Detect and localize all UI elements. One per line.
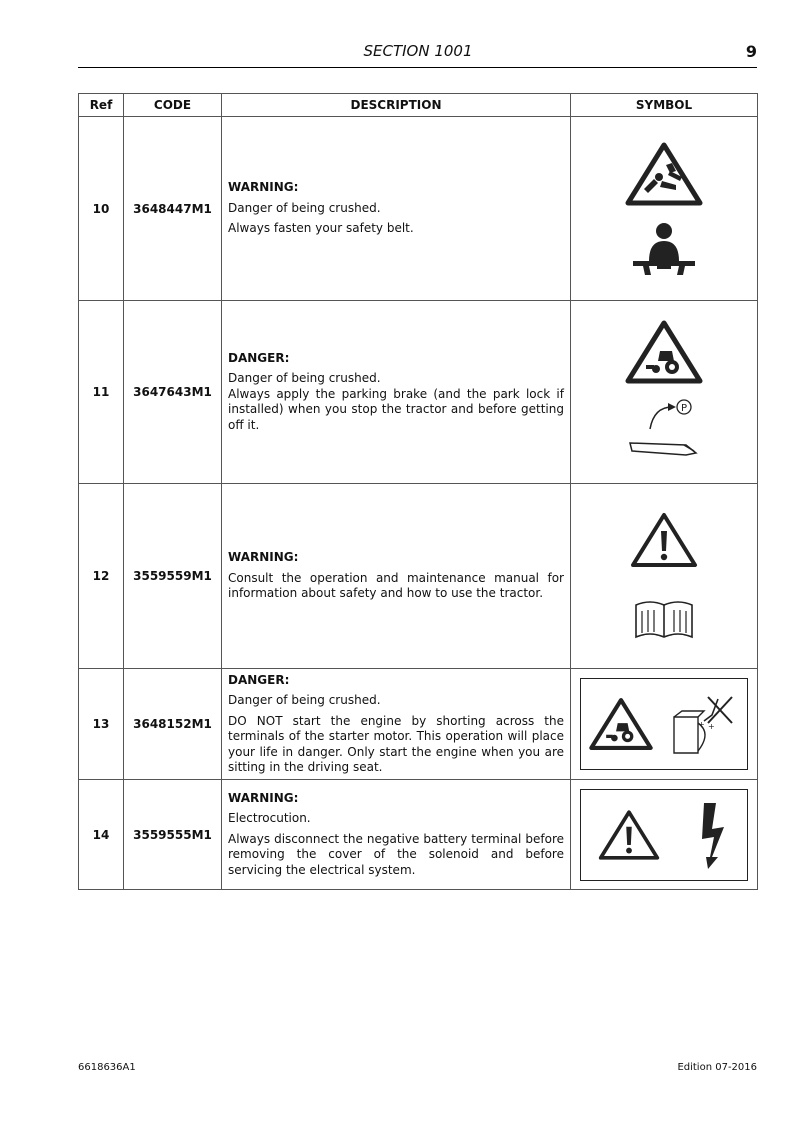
table-row — [79, 484, 758, 669]
description-line: Always disconnect the negative battery terminal before removing the cover of the solenoid and before servicing the electrical system. — [228, 831, 564, 877]
description-cell — [222, 301, 571, 484]
header-divider — [78, 67, 757, 68]
danger-keyword: DANGER: — [228, 672, 290, 687]
description-line: DO NOT start the engine by shorting across the terminals of the starter motor. This operation will place your life in danger. Only start the engine when you are sitting in the driving seat. — [228, 713, 564, 774]
ref-cell: 14 — [79, 780, 124, 890]
page-number: 9 — [745, 42, 757, 61]
ref-cell: 11 — [79, 301, 124, 484]
tractor-crush-icon — [588, 696, 654, 752]
column-header-code: CODE — [124, 94, 222, 117]
warning-exclamation-icon — [597, 808, 661, 862]
svg-text:P: P — [680, 403, 688, 414]
column-header-description: DESCRIPTION — [222, 94, 571, 117]
manual-book-icon — [632, 599, 696, 641]
description-line: Always apply the parking brake (and the park lock if installed) when you stop the tractor and before getting off it. — [228, 386, 564, 432]
description-line: Danger of being crushed. — [228, 693, 381, 707]
description-cell — [222, 669, 571, 780]
table-row — [79, 669, 758, 780]
starter-short-prohibited-icon — [668, 689, 740, 759]
parking-brake-icon — [624, 399, 704, 465]
warning-keyword: WARNING: — [228, 550, 299, 565]
symbol-cell — [571, 669, 758, 780]
safety-decal-table — [78, 93, 758, 890]
symbol-cell — [571, 484, 758, 669]
code-cell: 3648152M1 — [124, 669, 222, 780]
description-line: Danger of being crushed. — [228, 200, 381, 215]
tractor-crush-icon — [624, 319, 704, 385]
table-row — [79, 301, 758, 484]
ref-cell: 13 — [79, 669, 124, 780]
table-row — [79, 780, 758, 890]
description-cell — [222, 117, 571, 301]
code-cell: 3647643M1 — [124, 301, 222, 484]
warning-keyword: WARNING: — [228, 180, 299, 195]
edition-label: Edition 07-2016 — [677, 1062, 757, 1073]
warning-keyword: WARNING: — [228, 790, 299, 805]
table-row — [79, 117, 758, 301]
ref-cell: 12 — [79, 484, 124, 669]
column-header-symbol: SYMBOL — [571, 94, 758, 117]
seat-belt-icon — [629, 221, 699, 277]
decal-frame — [580, 789, 748, 881]
table-header-row — [79, 94, 758, 117]
ref-cell: 10 — [79, 117, 124, 301]
electric-bolt-icon — [692, 799, 732, 871]
code-cell: 3559559M1 — [124, 484, 222, 669]
description-cell — [222, 484, 571, 669]
svg-text:+: + — [698, 720, 705, 729]
danger-keyword: DANGER: — [228, 350, 290, 365]
description-line: Always fasten your safety belt. — [228, 221, 414, 236]
symbol-cell — [571, 301, 758, 484]
description-line: Danger of being crushed. — [228, 371, 381, 386]
code-cell: 3648447M1 — [124, 117, 222, 301]
svg-text:+: + — [708, 722, 715, 731]
document-number: 6618636A1 — [78, 1062, 136, 1073]
warning-exclamation-icon — [629, 511, 699, 569]
crush-warning-icon — [624, 141, 704, 207]
code-cell: 3559555M1 — [124, 780, 222, 890]
symbol-cell — [571, 780, 758, 890]
description-line: Consult the operation and maintenance manual for information about safety and how to use the tractor. — [228, 570, 564, 601]
decal-frame — [580, 678, 748, 770]
section-title: SECTION 1001 — [363, 42, 473, 60]
description-cell — [222, 780, 571, 890]
column-header-ref: Ref — [79, 94, 124, 117]
symbol-cell — [571, 117, 758, 301]
description-line: Electrocution. — [228, 811, 311, 826]
